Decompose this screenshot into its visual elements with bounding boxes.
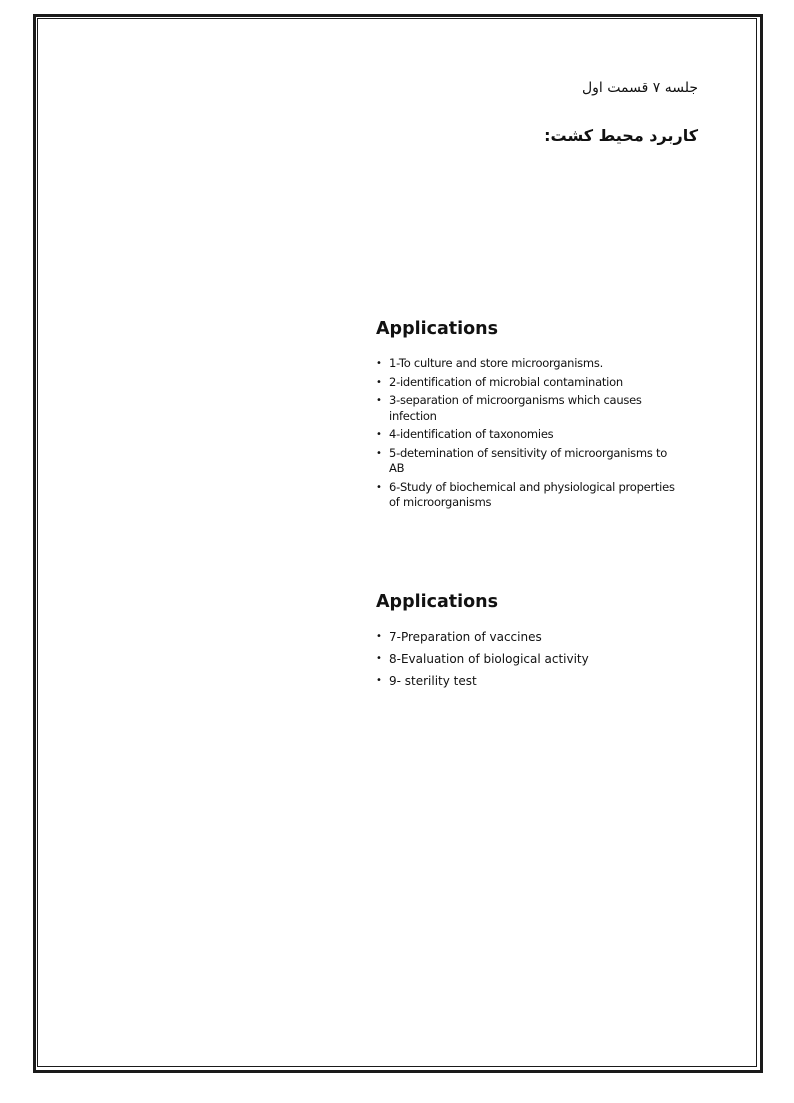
list-item-text: 1-To culture and store microorganisms. <box>389 356 603 370</box>
bullet-icon: • <box>376 631 382 642</box>
bullet-icon: • <box>376 675 382 686</box>
bullet-list <box>376 629 676 689</box>
list-item-text: 9- sterility test <box>389 674 477 688</box>
list-item-text: 2-identification of microbial contamination <box>389 374 623 389</box>
session-line: جلسه ۷ قسمت اول <box>581 80 698 96</box>
slide-title: Applications <box>376 592 499 612</box>
list-item <box>376 375 676 391</box>
bullet-icon: • <box>376 358 382 369</box>
list-item <box>376 427 676 443</box>
list-item <box>376 446 676 477</box>
bullet-list <box>376 356 676 511</box>
list-item-text: 6-Study of biochemical and physiological properties of microorganisms <box>389 479 675 509</box>
bullet-icon: • <box>376 395 382 406</box>
list-item-text: 4-identification of taxonomies <box>389 427 554 441</box>
list-item-text: 5-detemination of sensitivity of microorganisms to AB <box>389 445 668 475</box>
section-heading: کاربرد محیط کشت: <box>544 126 698 145</box>
slide-applications-2 <box>376 591 676 695</box>
list-item <box>376 356 676 372</box>
list-item <box>376 393 676 424</box>
list-item <box>376 651 676 667</box>
slide-title: Applications <box>376 319 499 339</box>
page-border-inner <box>37 18 757 1067</box>
bullet-icon: • <box>376 429 382 440</box>
slide-applications-1 <box>376 318 676 514</box>
list-item-text: 7-Preparation of vaccines <box>389 630 542 644</box>
bullet-icon: • <box>376 653 382 664</box>
list-item <box>376 629 676 645</box>
bullet-icon: • <box>376 447 382 459</box>
bullet-icon: • <box>376 376 382 388</box>
list-item <box>376 480 676 511</box>
list-item <box>376 673 676 689</box>
list-item-text: 8-Evaluation of biological activity <box>389 652 589 666</box>
bullet-icon: • <box>376 481 382 493</box>
list-item-text: 3-separation of microorganisms which causes infection <box>389 393 642 423</box>
